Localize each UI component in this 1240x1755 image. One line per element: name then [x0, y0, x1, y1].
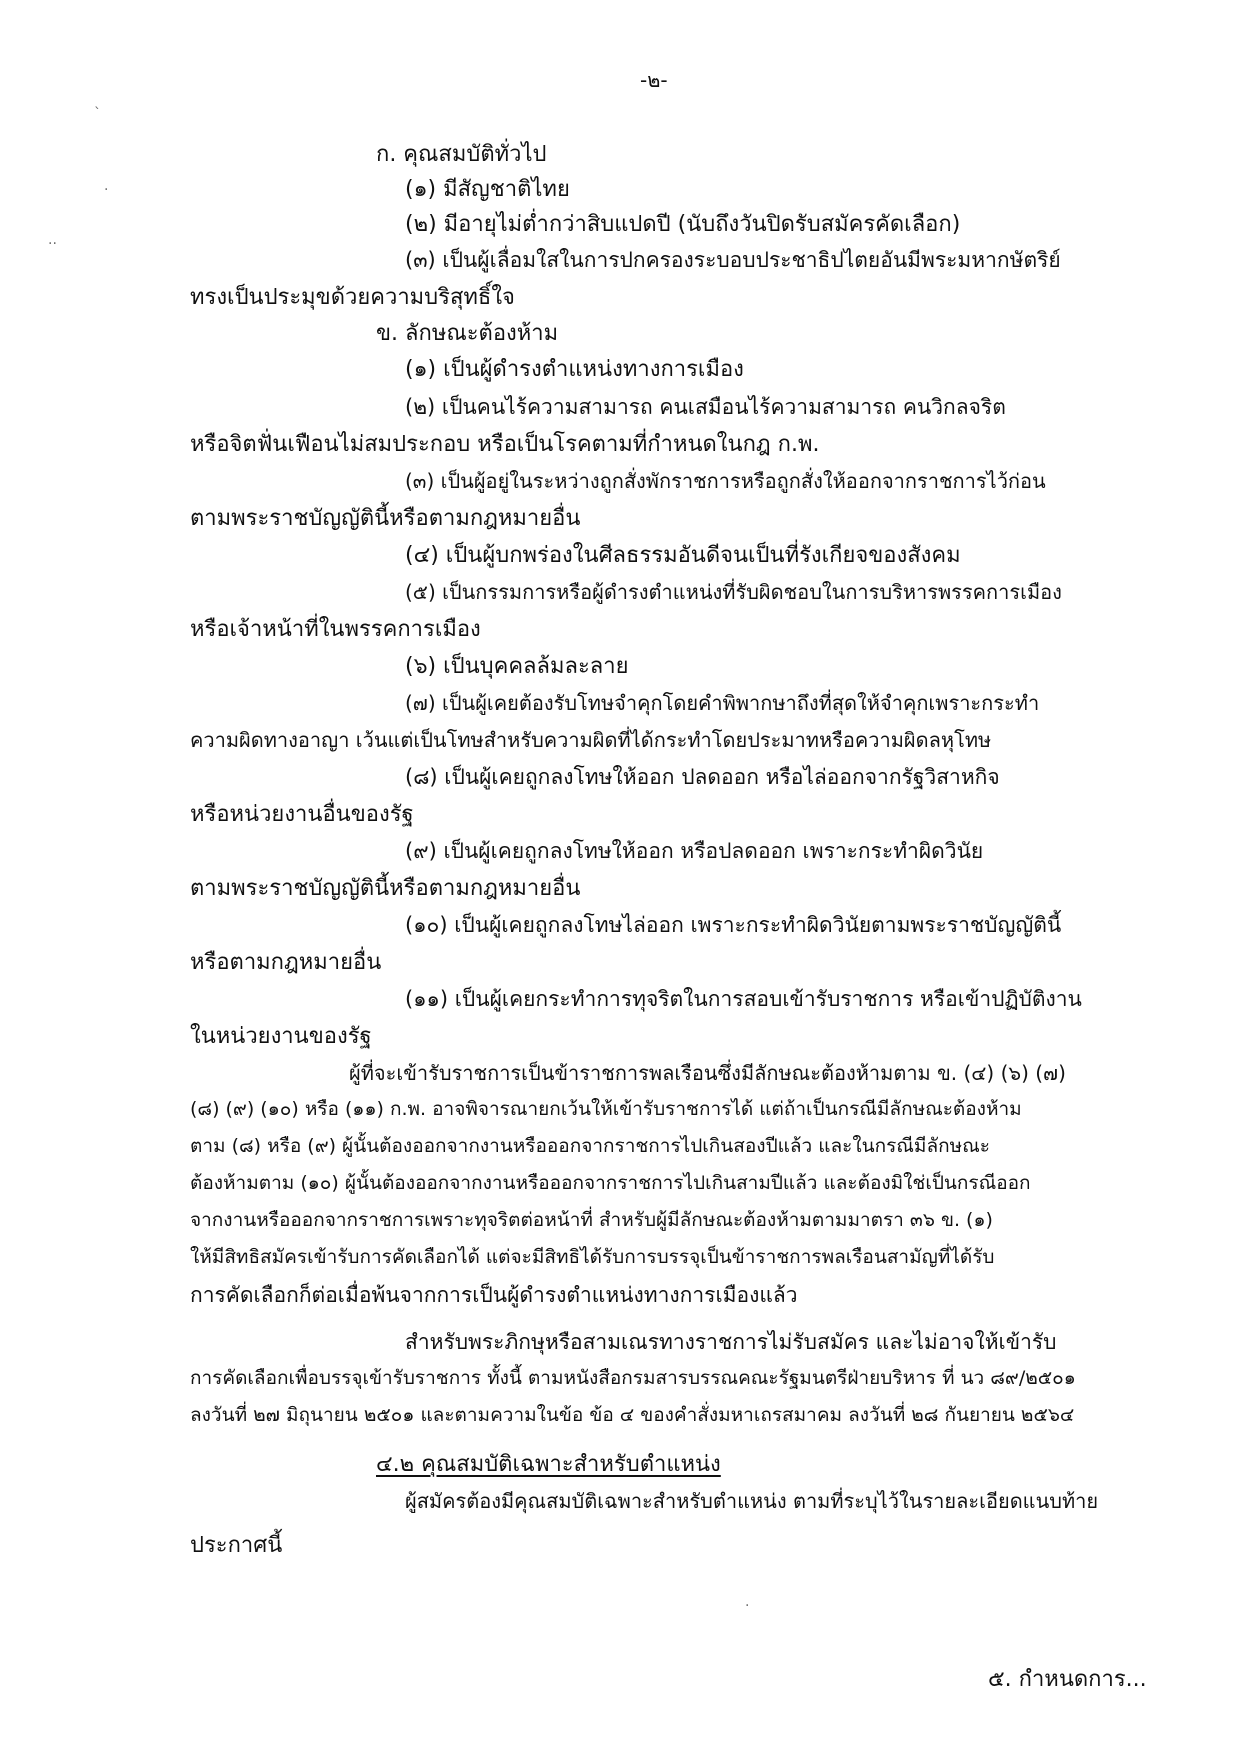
prohibited-item-7: (๗) เป็นผู้เคยต้องรับโทษจำคุกโดยคำพิพากษาถึงที่สุดให้จำคุกเพราะกระทำ	[405, 691, 1040, 715]
prohibited-item-5-cont: หรือเจ้าหน้าที่ในพรรคการเมือง	[190, 617, 481, 642]
exception-line-6: ให้มีสิทธิสมัครเข้ารับการคัดเลือกได้ แต่จะมีสิทธิได้รับการบรรจุเป็นข้าราชการพลเรือนสามัญที่ได้รับ	[190, 1246, 995, 1268]
prohibited-item-2: (๒) เป็นคนไร้ความสามารถ คนเสมือนไร้ความสามารถ คนวิกลจริต	[405, 395, 1006, 419]
section-42-line-2: ประกาศนี้	[190, 1533, 283, 1558]
scan-speck: ··	[48, 236, 57, 252]
prohibited-item-6: (๖) เป็นบุคคลล้มละลาย	[405, 654, 629, 679]
prohibited-item-8-cont: หรือหน่วยงานอื่นของรัฐ	[190, 802, 414, 827]
scan-speck: ·	[104, 182, 109, 198]
general-item-3-cont: ทรงเป็นประมุขด้วยความบริสุทธิ์ใจ	[190, 285, 515, 310]
prohibited-item-9-cont: ตามพระราชบัญญัตินี้หรือตามกฎหมายอื่น	[190, 876, 581, 901]
general-item-2: (๒) มีอายุไม่ต่ำกว่าสิบแปดปี (นับถึงวันปิดรับสมัครคัดเลือก)	[405, 212, 961, 237]
monk-line-2: การคัดเลือกเพื่อบรรจุเข้ารับราชการ ทั้งนี้ ตามหนังสือกรมสารบรรณคณะรัฐมนตรีฝ่ายบริหาร ที่ นว ๘๙/๒๕๐๑	[190, 1367, 1076, 1389]
prohibited-item-1: (๑) เป็นผู้ดำรงตำแหน่งทางการเมือง	[405, 357, 744, 382]
scan-speck: ·	[745, 1598, 750, 1614]
section-42-line-1: ผู้สมัครต้องมีคุณสมบัติเฉพาะสำหรับตำแหน่ง ตามที่ระบุไว้ในรายละเอียดแนบท้าย	[405, 1489, 1099, 1513]
prohibited-item-8: (๘) เป็นผู้เคยถูกลงโทษให้ออก ปลดออก หรือไล่ออกจากรัฐวิสาหกิจ	[405, 765, 1000, 789]
general-item-3: (๓) เป็นผู้เลื่อมใสในการปกครองระบอบประชาธิปไตยอันมีพระมหากษัตริย์	[405, 248, 1061, 272]
exception-line-2: (๘) (๙) (๑๐) หรือ (๑๑) ก.พ. อาจพิจารณายกเว้นให้เข้ารับราชการได้ แต่ถ้าเป็นกรณีมีลักษณะต้องห้าม	[190, 1098, 1022, 1120]
scan-speck: ˋ	[94, 106, 101, 122]
exception-line-3: ตาม (๘) หรือ (๙) ผู้นั้นต้องออกจากงานหรือออกจากราชการไปเกินสองปีแล้ว และในกรณีมีลักษณะ	[190, 1135, 990, 1157]
section-42-heading: ๔.๒ คุณสมบัติเฉพาะสำหรับตำแหน่ง	[376, 1452, 721, 1477]
monk-line-3: ลงวันที่ ๒๗ มิถุนายน ๒๕๐๑ และตามความในข้อ ข้อ ๔ ของคำสั่งมหาเถรสมาคม ลงวันที่ ๒๘ กันยายน ๒๕๖๔	[190, 1404, 1075, 1426]
exception-line-5: จากงานหรือออกจากราชการเพราะทุจริตต่อหน้าที่ สำหรับผู้มีลักษณะต้องห้ามตามมาตรา ๓๖ ข. (๑)	[190, 1209, 993, 1231]
prohibited-item-10: (๑๐) เป็นผู้เคยถูกลงโทษไล่ออก เพราะกระทำผิดวินัยตามพระราชบัญญัตินี้	[405, 913, 1062, 937]
prohibited-item-7-cont: ความผิดทางอาญา เว้นแต่เป็นโทษสำหรับความผิดที่ได้กระทำโดยประมาทหรือความผิดลหุโทษ	[190, 728, 992, 752]
prohibited-item-9: (๙) เป็นผู้เคยถูกลงโทษให้ออก หรือปลดออก เพราะกระทำผิดวินัย	[405, 839, 984, 863]
prohibited-item-3-cont: ตามพระราชบัญญัตินี้หรือตามกฎหมายอื่น	[190, 506, 581, 531]
exception-line-4: ต้องห้ามตาม (๑๐) ผู้นั้นต้องออกจากงานหรือออกจากราชการไปเกินสามปีแล้ว และต้องมิใช่เป็นกรณีออก	[190, 1172, 1031, 1194]
prohibited-item-3: (๓) เป็นผู้อยู่ในระหว่างถูกสั่งพักราชการหรือถูกสั่งให้ออกจากราชการไว้ก่อน	[405, 469, 1046, 493]
prohibited-item-4: (๔) เป็นผู้บกพร่องในศีลธรรมอันดีจนเป็นที่รังเกียจของสังคม	[405, 543, 961, 568]
prohibited-item-2-cont: หรือจิตฟั่นเฟือนไม่สมประกอบ หรือเป็นโรคตามที่กำหนดในกฎ ก.พ.	[190, 432, 820, 457]
monk-line-1: สำหรับพระภิกษุหรือสามเณรทางราชการไม่รับสมัคร และไม่อาจให้เข้ารับ	[405, 1330, 1057, 1354]
general-item-1: (๑) มีสัญชาติไทย	[405, 177, 570, 202]
exception-line-1: ผู้ที่จะเข้ารับราชการเป็นข้าราชการพลเรือนซึ่งมีลักษณะต้องห้ามตาม ข. (๔) (๖) (๗)	[349, 1061, 1066, 1085]
page-number: -๒-	[640, 68, 668, 92]
prohibited-item-5: (๕) เป็นกรรมการหรือผู้ดำรงตำแหน่งที่รับผิดชอบในการบริหารพรรคการเมือง	[405, 580, 1062, 604]
prohibited-item-10-cont: หรือตามกฎหมายอื่น	[190, 950, 382, 975]
prohibited-item-11-cont: ในหน่วยงานของรัฐ	[190, 1024, 372, 1049]
continuation-footer: ๕. กำหนดการ...	[988, 1667, 1147, 1692]
prohibited-heading: ข. ลักษณะต้องห้าม	[376, 321, 559, 346]
exception-line-7: การคัดเลือกก็ต่อเมื่อพ้นจากการเป็นผู้ดำรงตำแหน่งทางการเมืองแล้ว	[190, 1283, 798, 1307]
prohibited-item-11: (๑๑) เป็นผู้เคยกระทำการทุจริตในการสอบเข้ารับราชการ หรือเข้าปฏิบัติงาน	[405, 987, 1082, 1011]
general-heading: ก. คุณสมบัติทั่วไป	[376, 142, 547, 167]
